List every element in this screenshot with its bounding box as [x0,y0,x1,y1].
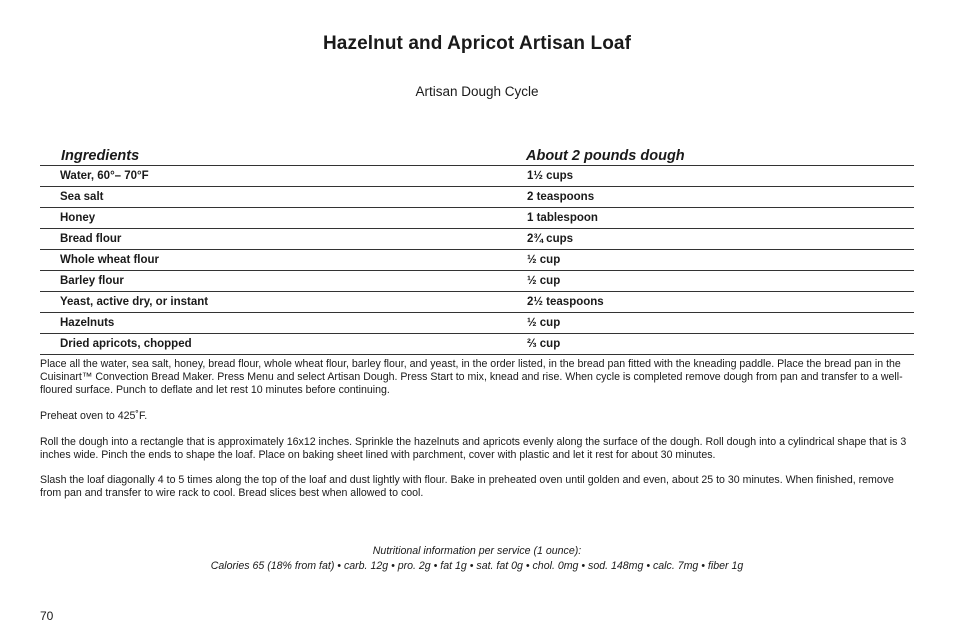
nutrition-heading: Nutritional information per service (1 ounce): [372,545,582,557]
header-ingredients: Ingredients [61,148,140,164]
table-row [40,271,914,292]
ingredient-name: Barley flour [60,275,124,287]
ingredient-amount: 2½ teaspoons [527,296,604,308]
ingredient-name: Hazelnuts [60,317,115,329]
nutrition-info [0,544,954,574]
instruction-paragraph: Roll the dough into a rectangle that is approximately 16x12 inches. Sprinkle the hazelnuts and apricots evenly along the surface of the dough. Roll dough into a cylindrical shape that is 3 inches wide. Pinch the ends to shape the loaf. Place on baking sheet lined with parchment, cover with plastic and let it rest for about 30 minutes. [40,435,907,461]
ingredient-name: Yeast, active dry, or instant [60,296,209,308]
table-row [40,229,914,250]
ingredients-table [40,142,914,355]
ingredient-amount: ½ cup [527,317,561,329]
nutrition-values: Calories 65 (18% from fat) • carb. 12g • pro. 2g • fat 1g • sat. fat 0g • chol. 0mg • sod. 148mg • calc. 7mg • fiber 1g [210,560,744,572]
ingredient-name: Water, 60°– 70°F [60,170,149,182]
table-header [40,142,914,166]
ingredient-amount: 1½ cups [527,170,574,182]
instructions [40,358,914,513]
ingredient-name: Bread flour [60,233,122,245]
table-row [40,208,914,229]
ingredient-name: Sea salt [60,191,104,203]
ingredient-amount: 2¾ cups [527,233,574,245]
recipe-subtitle: Artisan Dough Cycle [415,84,539,99]
ingredient-amount: ⅔ cup [527,338,561,350]
ingredient-amount: 2 teaspoons [527,191,595,203]
ingredient-amount: ½ cup [527,254,561,266]
ingredient-name: Honey [60,212,96,224]
table-row [40,250,914,271]
table-row [40,292,914,313]
table-row [40,166,914,187]
ingredient-amount: ½ cup [527,275,561,287]
ingredient-name: Whole wheat flour [60,254,160,266]
instruction-paragraph: Preheat oven to 425˚F. [40,409,148,422]
table-row [40,187,914,208]
ingredient-amount: 1 tablespoon [527,212,598,224]
instruction-paragraph: Slash the loaf diagonally 4 to 5 times along the top of the loaf and dust lightly with flour. Bake in preheated oven until golden and even, about 25 to 30 minutes. When finished, remove from pan and transfer to wire rack to cool. Bread slices best when allowed to cool. [40,474,894,500]
page-number: 70 [40,609,54,623]
table-row [40,313,914,334]
table-row [40,334,914,355]
instruction-paragraph: Place all the water, sea salt, honey, bread flour, whole wheat flour, barley flour, and yeast, in the order listed, in the bread pan fitted with the kneading paddle. Place the bread pan in the Cuisinart™ Convection Bread Maker. Press Menu and select Artisan Dough. Press Start to mix, knead and rise. When cycle is completed remove dough from pan and transfer to a well-floured surface. Punch to deflate and let rest 10 minutes before continuing. [40,358,903,396]
ingredient-name: Dried apricots, chopped [60,338,192,350]
recipe-title: Hazelnut and Apricot Artisan Loaf [322,33,632,54]
header-quantity: About 2 pounds dough [526,148,685,164]
